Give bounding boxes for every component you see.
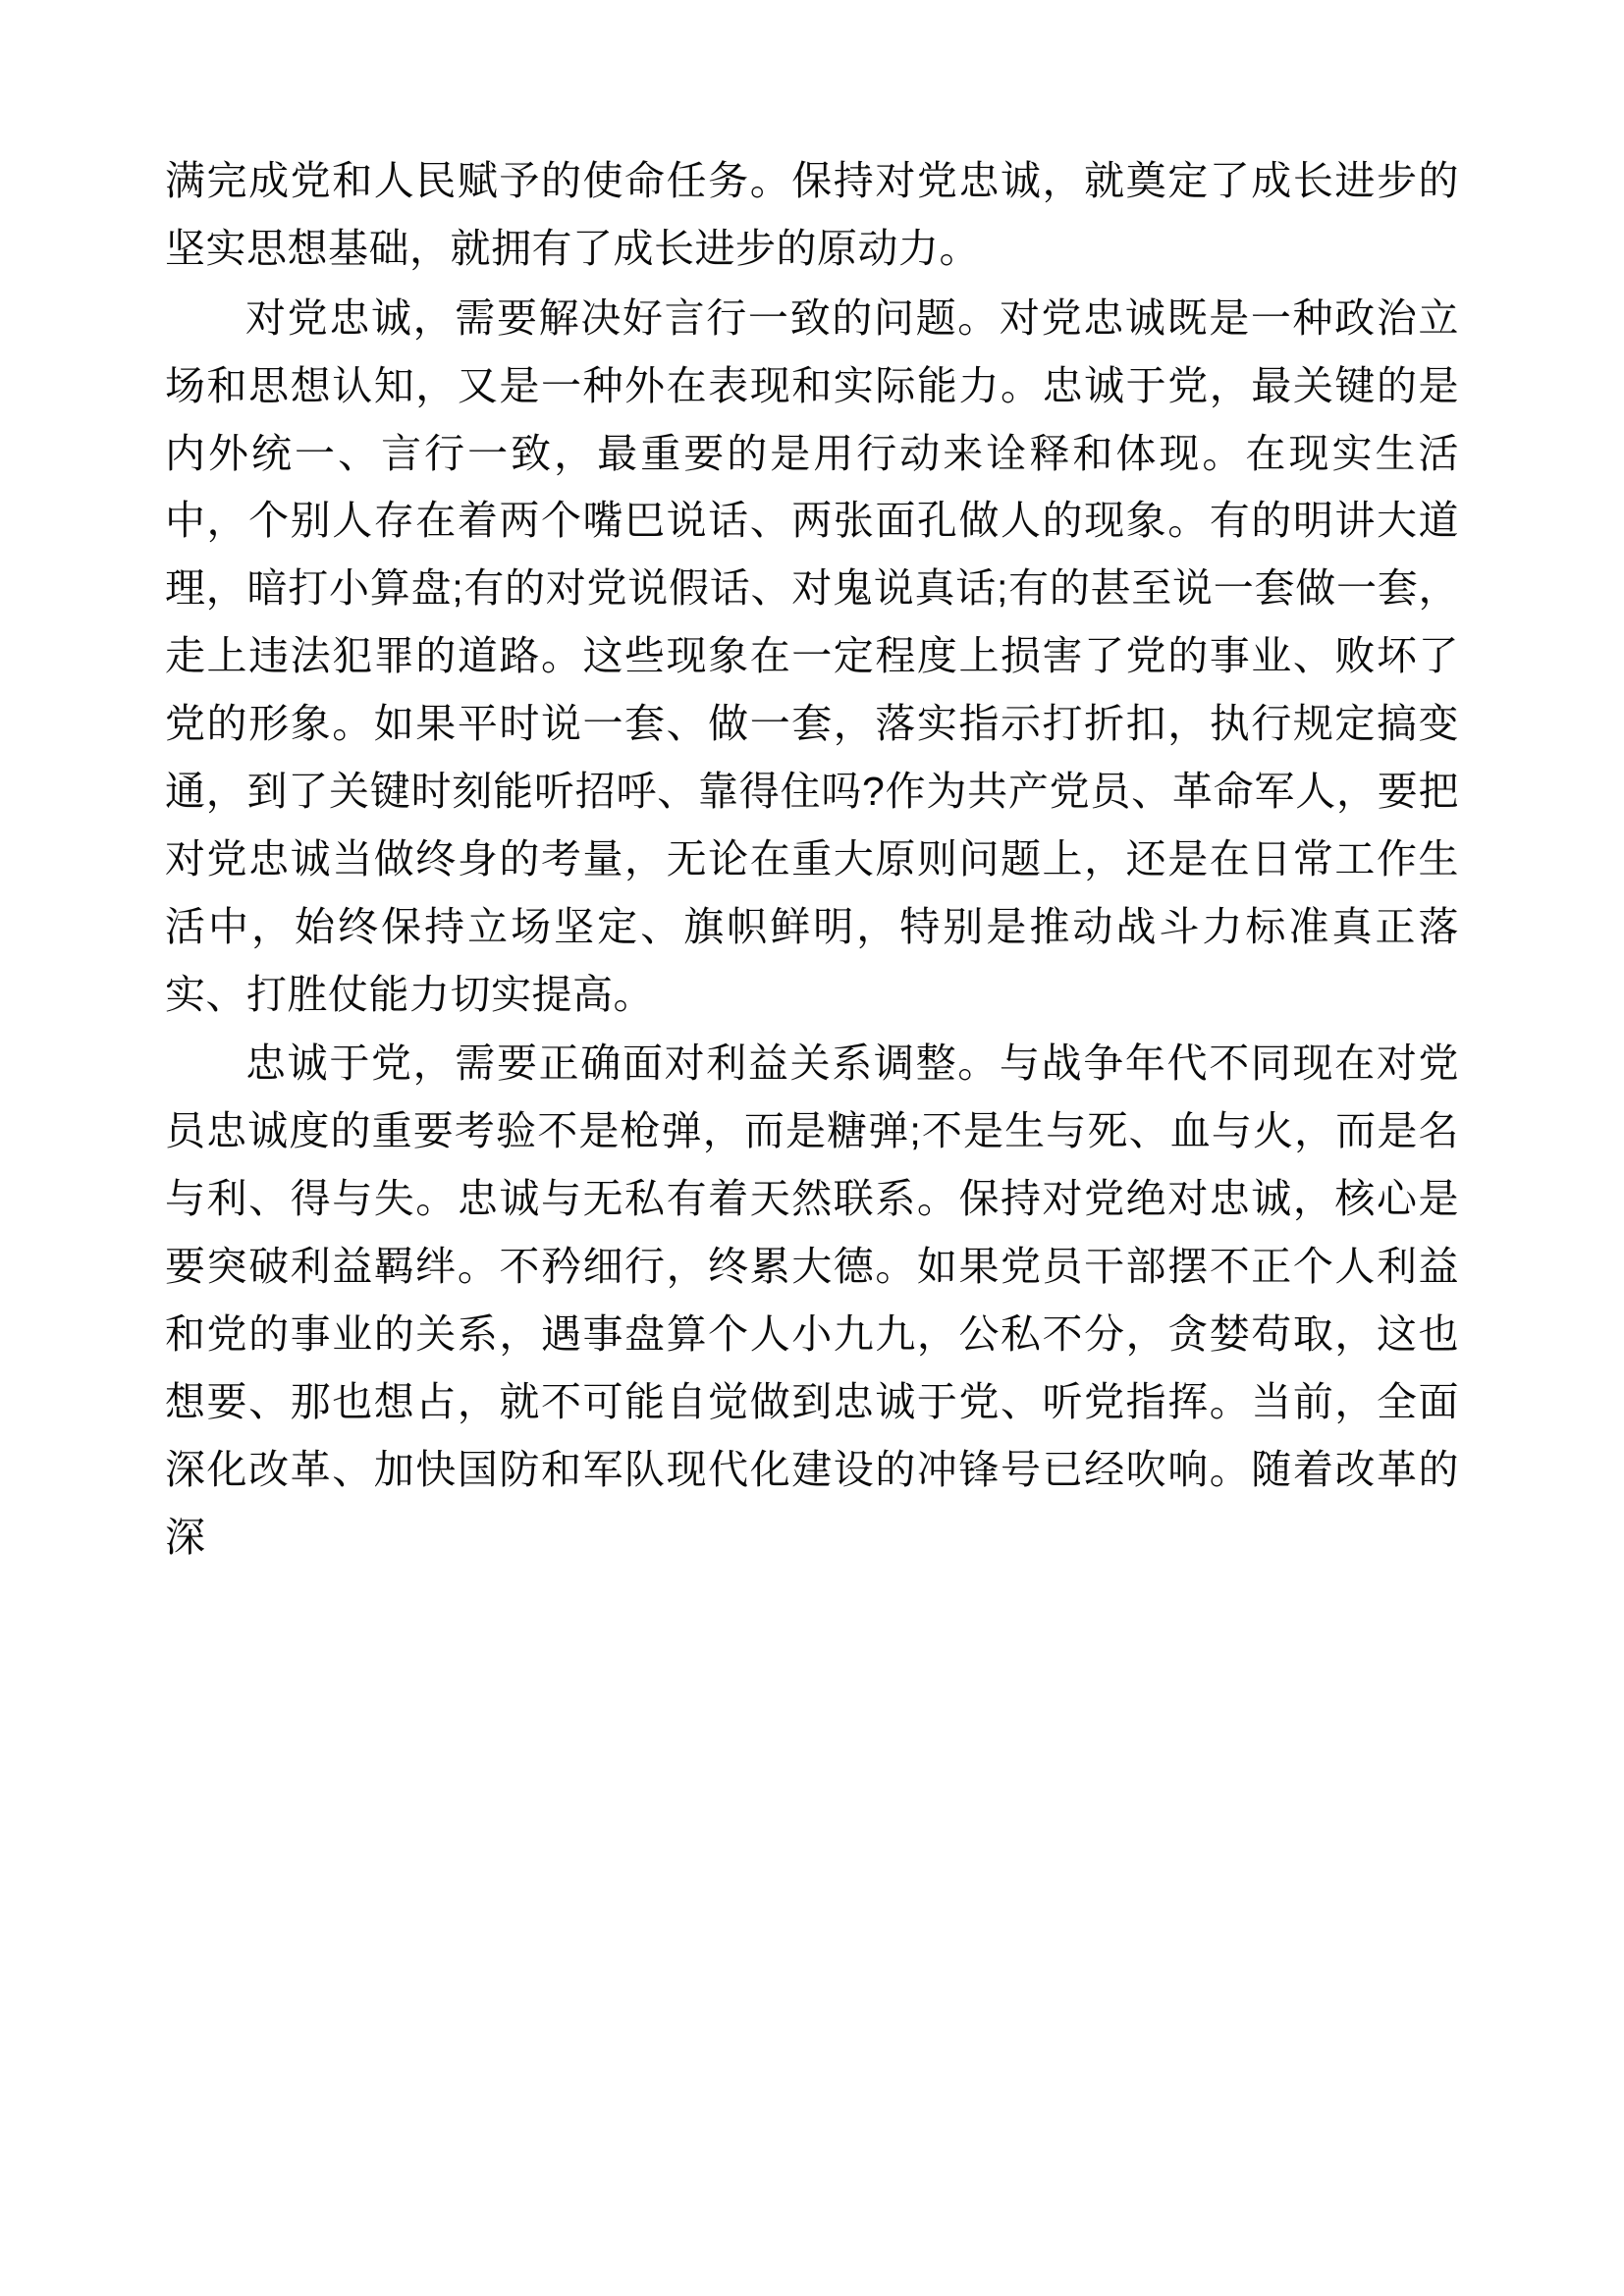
paragraph-3: 忠诚于党，需要正确面对利益关系调整。与战争年代不同现在对党员忠诚度的重要考验不是枪弹，而是糖弹;不是生与死、血与火，而是名与利、得与失。忠诚与无私有着天然联系。保持对党绝对忠诚，核心是要突破利益羁绊。不矜细行，终累大德。如果党员干部摆不正个人利益和党的事业的关系，遇事盘算个人小九九，公私不分，贪婪苟取，这也想要、那也想占，就不可能自觉做到忠诚于党、听党指挥。当前，全面深化改革、加快国防和军队现代化建设的冲锋号已经吹响。随着改革的深 [165, 1041, 1459, 1560]
paragraph-2: 对党忠诚，需要解决好言行一致的问题。对党忠诚既是一种政治立场和思想认知，又是一种外在表现和实际能力。忠诚于党，最关键的是内外统一、言行一致，最重要的是用行动来诠释和体现。在现实生活中，个别人存在着两个嘴巴说话、两张面孔做人的现象。有的明讲大道理，暗打小算盘;有的对党说假话、对鬼说真话;有的甚至说一套做一套，走上违法犯罪的道路。这些现象在一定程度上损害了党的事业、败坏了党的形象。如果平时说一套、做一套，落实指示打折扣，执行规定搞变通，到了关键时刻能听招呼、靠得住吗?作为共产党员、革命军人，要把对党忠诚当做终身的考量，无论在重大原则问题上，还是在日常工作生活中，始终保持立场坚定、旗帜鲜明，特别是推动战斗力标准真正落实、打胜仗能力切实提高。 [165, 294, 1459, 1017]
document-body [165, 147, 1459, 1571]
paragraph-1: 满完成党和人民赋予的使命任务。保持对党忠诚，就奠定了成长进步的坚实思想基础，就拥有了成长进步的原动力。 [165, 158, 1459, 271]
